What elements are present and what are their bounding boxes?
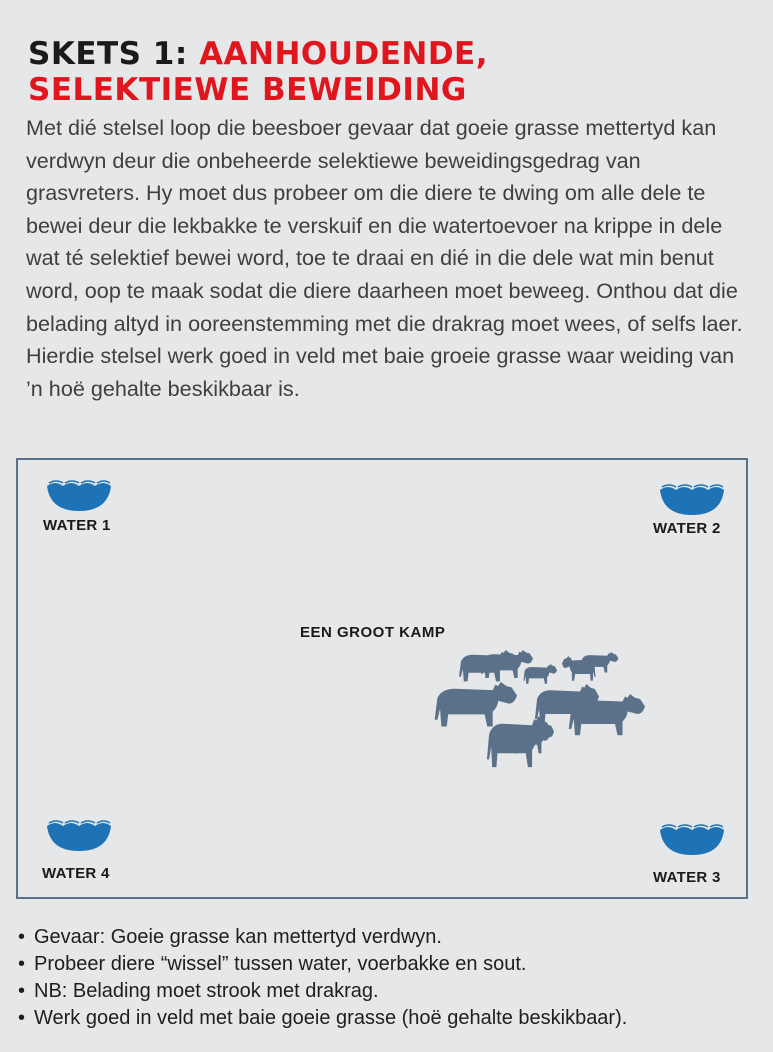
water-point-2 — [653, 484, 725, 537]
water-label-4: WATER 4 — [42, 865, 110, 882]
water-label-2: WATER 2 — [653, 520, 721, 537]
camp-diagram — [16, 458, 748, 899]
water-point-4 — [42, 820, 112, 882]
page-title — [28, 36, 748, 108]
water-trough-icon — [659, 824, 725, 856]
water-trough-icon — [46, 480, 112, 512]
intro-paragraph: Met dié stelsel loop die beesboer gevaar dat goeie grasse mettertyd kan verdwyn deur die onbeheerde selektiewe beweidingsgedrag van grasvreters. Hy moet dus probeer om die diere te dwing om alle dele te bewei deur die lekbakke te verskuif en die watertoevoer na krippe in dele wat té selektief bewei word, toe te draai en dié in die dele wat min benut word, oop te maak sodat die diere daarheen moet beweeg. Onthou dat die belading altyd in ooreenstemming met die drakrag moet wees, of selfs laer. Hierdie stelsel werk goed in veld met baie groeie grasse waar weiding van ’n hoë gehalte beskikbaar is. — [26, 115, 743, 401]
bullet-dot: • — [18, 1007, 26, 1029]
bullet-dot: • — [18, 926, 26, 948]
title-line-1: AANHOUDENDE, — [199, 36, 488, 72]
title-line-2: SELEKTIEWE BEWEIDING — [28, 72, 467, 108]
bullet-dot: • — [18, 980, 26, 1002]
water-trough-icon — [46, 820, 112, 852]
water-label-1: WATER 1 — [43, 517, 111, 534]
water-label-3: WATER 3 — [653, 869, 721, 886]
bullet-dot: • — [18, 953, 26, 975]
title-prefix: SKETS 1: — [28, 36, 188, 72]
bullet-item — [18, 924, 763, 951]
cattle-herd-icon — [432, 648, 652, 788]
bullet-text: Gevaar: Goeie grasse kan mettertyd verdwyn. — [34, 926, 442, 948]
water-point-3 — [653, 824, 725, 886]
water-point-1 — [43, 480, 112, 534]
summary-bullets — [18, 924, 763, 1032]
bullet-text: NB: Belading moet strook met drakrag. — [34, 980, 379, 1002]
camp-label: EEN GROOT KAMP — [300, 624, 446, 641]
water-trough-icon — [659, 484, 725, 516]
bullet-item — [18, 1005, 763, 1032]
bullet-text: Probeer diere “wissel” tussen water, voerbakke en sout. — [34, 953, 527, 975]
bullet-text: Werk goed in veld met baie goeie grasse (hoë gehalte beskikbaar). — [34, 1007, 628, 1029]
bullet-item — [18, 951, 763, 978]
bullet-item — [18, 978, 763, 1005]
